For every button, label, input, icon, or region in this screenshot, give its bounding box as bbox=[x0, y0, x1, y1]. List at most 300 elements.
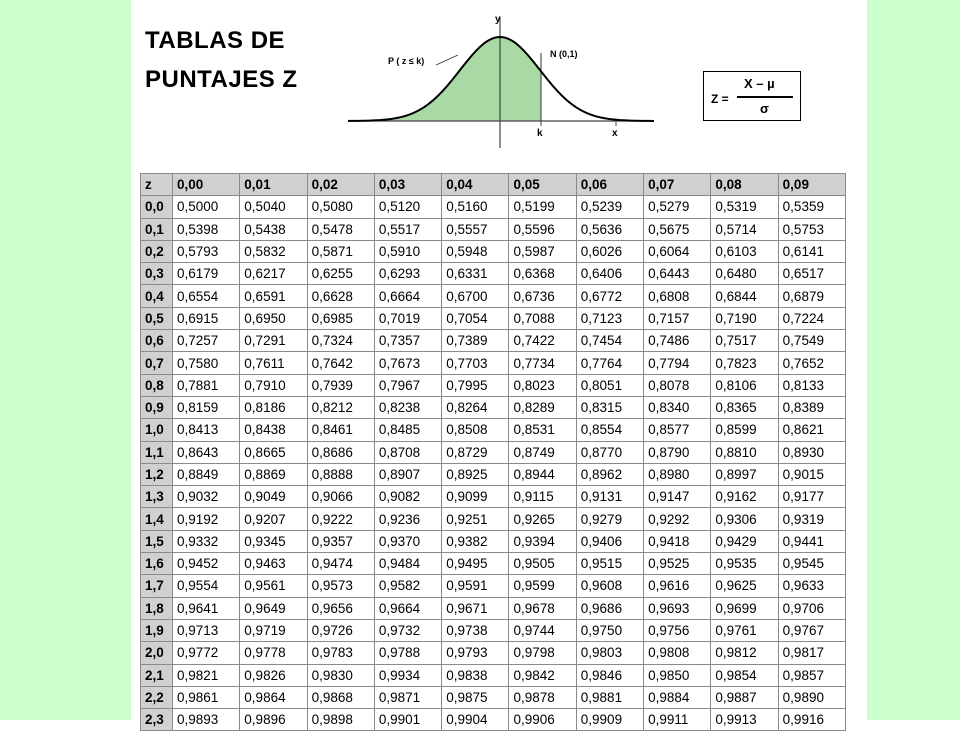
table-cell: 0,9767 bbox=[778, 619, 845, 641]
table-cell: 0,9649 bbox=[240, 597, 307, 619]
table-cell: 0,7881 bbox=[173, 374, 240, 396]
table-cell: 0,8078 bbox=[644, 374, 711, 396]
table-cell: 0,6443 bbox=[644, 263, 711, 285]
formula-numerator: X – µ bbox=[744, 76, 775, 91]
z-table-container bbox=[140, 173, 846, 731]
table-cell: 0,9850 bbox=[644, 664, 711, 686]
table-cell: 0,8212 bbox=[307, 396, 374, 418]
table-cell: 0,6293 bbox=[374, 263, 441, 285]
table-cell: 0,5832 bbox=[240, 240, 307, 262]
table-cell: 0,6217 bbox=[240, 263, 307, 285]
row-z-value: 1,4 bbox=[141, 508, 173, 530]
table-header-row bbox=[141, 174, 846, 196]
table-cell: 0,9854 bbox=[711, 664, 778, 686]
table-cell: 0,8023 bbox=[509, 374, 576, 396]
table-cell: 0,9744 bbox=[509, 619, 576, 641]
formula-lhs: Z = bbox=[711, 92, 729, 106]
table-cell: 0,9582 bbox=[374, 575, 441, 597]
table-cell: 0,9693 bbox=[644, 597, 711, 619]
table-cell: 0,5239 bbox=[576, 196, 643, 218]
table-cell: 0,7995 bbox=[442, 374, 509, 396]
table-cell: 0,9429 bbox=[711, 530, 778, 552]
table-cell: 0,7673 bbox=[374, 352, 441, 374]
prob-pointer bbox=[436, 55, 458, 65]
table-row bbox=[141, 530, 846, 552]
table-cell: 0,9671 bbox=[442, 597, 509, 619]
table-cell: 0,9798 bbox=[509, 642, 576, 664]
table-cell: 0,9370 bbox=[374, 530, 441, 552]
table-cell: 0,7054 bbox=[442, 307, 509, 329]
table-cell: 0,9131 bbox=[576, 486, 643, 508]
row-z-value: 0,4 bbox=[141, 285, 173, 307]
table-cell: 0,8106 bbox=[711, 374, 778, 396]
table-cell: 0,9319 bbox=[778, 508, 845, 530]
table-cell: 0,6736 bbox=[509, 285, 576, 307]
table-cell: 0,8749 bbox=[509, 441, 576, 463]
distribution-label: N (0,1) bbox=[550, 49, 578, 59]
right-side-panel bbox=[867, 0, 960, 720]
table-cell: 0,9545 bbox=[778, 553, 845, 575]
table-cell: 0,9875 bbox=[442, 686, 509, 708]
table-cell: 0,8315 bbox=[576, 396, 643, 418]
table-cell: 0,7967 bbox=[374, 374, 441, 396]
fraction-bar bbox=[737, 96, 793, 98]
table-cell: 0,8508 bbox=[442, 419, 509, 441]
table-cell: 0,7224 bbox=[778, 307, 845, 329]
table-cell: 0,9783 bbox=[307, 642, 374, 664]
table-cell: 0,9896 bbox=[240, 709, 307, 731]
table-cell: 0,8577 bbox=[644, 419, 711, 441]
table-cell: 0,9306 bbox=[711, 508, 778, 530]
table-row bbox=[141, 575, 846, 597]
table-cell: 0,9525 bbox=[644, 553, 711, 575]
table-cell: 0,9678 bbox=[509, 597, 576, 619]
table-cell: 0,9838 bbox=[442, 664, 509, 686]
header-col-9: 0,08 bbox=[711, 174, 778, 196]
table-cell: 0,7734 bbox=[509, 352, 576, 374]
table-cell: 0,9474 bbox=[307, 553, 374, 575]
table-row bbox=[141, 419, 846, 441]
table-cell: 0,5948 bbox=[442, 240, 509, 262]
table-cell: 0,5398 bbox=[173, 218, 240, 240]
row-z-value: 0,3 bbox=[141, 263, 173, 285]
table-cell: 0,8389 bbox=[778, 396, 845, 418]
table-row bbox=[141, 553, 846, 575]
table-cell: 0,9192 bbox=[173, 508, 240, 530]
row-z-value: 0,9 bbox=[141, 396, 173, 418]
table-cell: 0,9812 bbox=[711, 642, 778, 664]
table-cell: 0,5319 bbox=[711, 196, 778, 218]
table-cell: 0,9750 bbox=[576, 619, 643, 641]
table-cell: 0,9147 bbox=[644, 486, 711, 508]
table-cell: 0,8365 bbox=[711, 396, 778, 418]
table-row bbox=[141, 396, 846, 418]
header-col-5: 0,04 bbox=[442, 174, 509, 196]
table-cell: 0,7454 bbox=[576, 330, 643, 352]
table-cell: 0,6103 bbox=[711, 240, 778, 262]
table-cell: 0,9082 bbox=[374, 486, 441, 508]
header-col-1: 0,00 bbox=[173, 174, 240, 196]
table-cell: 0,5080 bbox=[307, 196, 374, 218]
table-cell: 0,9177 bbox=[778, 486, 845, 508]
table-cell: 0,8643 bbox=[173, 441, 240, 463]
shaded-probability-area bbox=[348, 37, 541, 121]
row-z-value: 1,7 bbox=[141, 575, 173, 597]
table-cell: 0,6141 bbox=[778, 240, 845, 262]
table-cell: 0,9756 bbox=[644, 619, 711, 641]
table-cell: 0,9484 bbox=[374, 553, 441, 575]
table-cell: 0,5714 bbox=[711, 218, 778, 240]
table-cell: 0,9345 bbox=[240, 530, 307, 552]
row-z-value: 2,3 bbox=[141, 709, 173, 731]
table-cell: 0,6591 bbox=[240, 285, 307, 307]
header-col-8: 0,07 bbox=[644, 174, 711, 196]
table-cell: 0,9909 bbox=[576, 709, 643, 731]
table-cell: 0,9788 bbox=[374, 642, 441, 664]
header-col-10: 0,09 bbox=[778, 174, 845, 196]
table-cell: 0,8869 bbox=[240, 463, 307, 485]
row-z-value: 0,6 bbox=[141, 330, 173, 352]
table-cell: 0,9463 bbox=[240, 553, 307, 575]
table-cell: 0,6179 bbox=[173, 263, 240, 285]
table-row bbox=[141, 619, 846, 641]
table-row bbox=[141, 307, 846, 329]
table-cell: 0,9452 bbox=[173, 553, 240, 575]
table-cell: 0,9265 bbox=[509, 508, 576, 530]
table-cell: 0,9251 bbox=[442, 508, 509, 530]
table-row bbox=[141, 196, 846, 218]
table-cell: 0,9664 bbox=[374, 597, 441, 619]
table-cell: 0,9881 bbox=[576, 686, 643, 708]
table-cell: 0,8340 bbox=[644, 396, 711, 418]
left-side-panel bbox=[0, 0, 131, 720]
table-cell: 0,9808 bbox=[644, 642, 711, 664]
table-cell: 0,9898 bbox=[307, 709, 374, 731]
table-cell: 0,9625 bbox=[711, 575, 778, 597]
table-cell: 0,8930 bbox=[778, 441, 845, 463]
table-cell: 0,9719 bbox=[240, 619, 307, 641]
table-cell: 0,9641 bbox=[173, 597, 240, 619]
table-cell: 0,9505 bbox=[509, 553, 576, 575]
table-cell: 0,5557 bbox=[442, 218, 509, 240]
title-line-1: TABLAS DE bbox=[145, 27, 286, 54]
table-cell: 0,8729 bbox=[442, 441, 509, 463]
table-cell: 0,8554 bbox=[576, 419, 643, 441]
table-cell: 0,7291 bbox=[240, 330, 307, 352]
table-cell: 0,6368 bbox=[509, 263, 576, 285]
table-cell: 0,9878 bbox=[509, 686, 576, 708]
table-cell: 0,9015 bbox=[778, 463, 845, 485]
table-cell: 0,9803 bbox=[576, 642, 643, 664]
table-cell: 0,7324 bbox=[307, 330, 374, 352]
table-cell: 0,9861 bbox=[173, 686, 240, 708]
table-cell: 0,5478 bbox=[307, 218, 374, 240]
table-cell: 0,7190 bbox=[711, 307, 778, 329]
table-cell: 0,9115 bbox=[509, 486, 576, 508]
y-axis-label: y bbox=[495, 14, 501, 25]
table-cell: 0,7422 bbox=[509, 330, 576, 352]
title-line-2: PUNTAJES Z bbox=[145, 66, 298, 93]
row-z-value: 1,2 bbox=[141, 463, 173, 485]
table-cell: 0,7764 bbox=[576, 352, 643, 374]
table-row bbox=[141, 597, 846, 619]
row-z-value: 0,8 bbox=[141, 374, 173, 396]
table-cell: 0,7642 bbox=[307, 352, 374, 374]
table-cell: 0,6950 bbox=[240, 307, 307, 329]
table-cell: 0,8849 bbox=[173, 463, 240, 485]
table-cell: 0,6808 bbox=[644, 285, 711, 307]
table-cell: 0,7652 bbox=[778, 352, 845, 374]
table-cell: 0,9357 bbox=[307, 530, 374, 552]
table-cell: 0,9887 bbox=[711, 686, 778, 708]
table-cell: 0,8051 bbox=[576, 374, 643, 396]
table-cell: 0,9441 bbox=[778, 530, 845, 552]
table-cell: 0,9032 bbox=[173, 486, 240, 508]
table-cell: 0,9821 bbox=[173, 664, 240, 686]
table-cell: 0,8264 bbox=[442, 396, 509, 418]
table-cell: 0,6255 bbox=[307, 263, 374, 285]
table-cell: 0,9656 bbox=[307, 597, 374, 619]
table-cell: 0,6331 bbox=[442, 263, 509, 285]
table-cell: 0,8944 bbox=[509, 463, 576, 485]
header-col-6: 0,05 bbox=[509, 174, 576, 196]
header-col-7: 0,06 bbox=[576, 174, 643, 196]
probability-label: P ( z ≤ k) bbox=[388, 56, 425, 66]
table-cell: 0,7123 bbox=[576, 307, 643, 329]
table-cell: 0,7794 bbox=[644, 352, 711, 374]
table-row bbox=[141, 441, 846, 463]
table-cell: 0,9738 bbox=[442, 619, 509, 641]
table-row bbox=[141, 263, 846, 285]
header-col-4: 0,03 bbox=[374, 174, 441, 196]
table-cell: 0,9279 bbox=[576, 508, 643, 530]
table-row bbox=[141, 508, 846, 530]
table-row bbox=[141, 218, 846, 240]
table-cell: 0,9817 bbox=[778, 642, 845, 664]
table-cell: 0,8907 bbox=[374, 463, 441, 485]
table-cell: 0,9686 bbox=[576, 597, 643, 619]
table-cell: 0,8621 bbox=[778, 419, 845, 441]
table-cell: 0,8962 bbox=[576, 463, 643, 485]
table-cell: 0,9884 bbox=[644, 686, 711, 708]
table-cell: 0,7549 bbox=[778, 330, 845, 352]
table-cell: 0,6064 bbox=[644, 240, 711, 262]
table-cell: 0,8238 bbox=[374, 396, 441, 418]
table-row bbox=[141, 664, 846, 686]
row-z-value: 1,5 bbox=[141, 530, 173, 552]
table-cell: 0,9904 bbox=[442, 709, 509, 731]
table-cell: 0,8438 bbox=[240, 419, 307, 441]
table-cell: 0,9842 bbox=[509, 664, 576, 686]
table-cell: 0,5675 bbox=[644, 218, 711, 240]
table-cell: 0,9236 bbox=[374, 508, 441, 530]
table-cell: 0,9772 bbox=[173, 642, 240, 664]
table-row bbox=[141, 486, 846, 508]
row-z-value: 0,5 bbox=[141, 307, 173, 329]
table-cell: 0,7157 bbox=[644, 307, 711, 329]
table-row bbox=[141, 352, 846, 374]
header-col-2: 0,01 bbox=[240, 174, 307, 196]
table-cell: 0,9049 bbox=[240, 486, 307, 508]
table-cell: 0,6985 bbox=[307, 307, 374, 329]
row-z-value: 1,8 bbox=[141, 597, 173, 619]
table-cell: 0,7357 bbox=[374, 330, 441, 352]
table-cell: 0,7823 bbox=[711, 352, 778, 374]
table-cell: 0,8133 bbox=[778, 374, 845, 396]
z-score-table bbox=[140, 173, 846, 731]
table-cell: 0,8413 bbox=[173, 419, 240, 441]
table-cell: 0,9726 bbox=[307, 619, 374, 641]
table-cell: 0,9868 bbox=[307, 686, 374, 708]
table-cell: 0,6772 bbox=[576, 285, 643, 307]
table-cell: 0,7486 bbox=[644, 330, 711, 352]
table-cell: 0,7257 bbox=[173, 330, 240, 352]
table-cell: 0,6700 bbox=[442, 285, 509, 307]
table-cell: 0,9573 bbox=[307, 575, 374, 597]
table-cell: 0,9591 bbox=[442, 575, 509, 597]
table-cell: 0,9535 bbox=[711, 553, 778, 575]
table-cell: 0,9394 bbox=[509, 530, 576, 552]
table-cell: 0,8810 bbox=[711, 441, 778, 463]
table-cell: 0,8997 bbox=[711, 463, 778, 485]
table-cell: 0,6879 bbox=[778, 285, 845, 307]
table-cell: 0,8599 bbox=[711, 419, 778, 441]
table-cell: 0,9901 bbox=[374, 709, 441, 731]
row-z-value: 1,0 bbox=[141, 419, 173, 441]
table-cell: 0,7939 bbox=[307, 374, 374, 396]
table-cell: 0,8708 bbox=[374, 441, 441, 463]
table-cell: 0,9554 bbox=[173, 575, 240, 597]
table-cell: 0,5438 bbox=[240, 218, 307, 240]
table-cell: 0,5517 bbox=[374, 218, 441, 240]
table-cell: 0,9495 bbox=[442, 553, 509, 575]
table-cell: 0,5279 bbox=[644, 196, 711, 218]
table-cell: 0,9890 bbox=[778, 686, 845, 708]
table-cell: 0,8888 bbox=[307, 463, 374, 485]
table-cell: 0,9382 bbox=[442, 530, 509, 552]
table-cell: 0,9846 bbox=[576, 664, 643, 686]
table-cell: 0,8289 bbox=[509, 396, 576, 418]
table-cell: 0,9699 bbox=[711, 597, 778, 619]
table-cell: 0,7611 bbox=[240, 352, 307, 374]
table-cell: 0,9732 bbox=[374, 619, 441, 641]
table-row bbox=[141, 330, 846, 352]
table-cell: 0,9332 bbox=[173, 530, 240, 552]
table-cell: 0,6664 bbox=[374, 285, 441, 307]
table-cell: 0,9906 bbox=[509, 709, 576, 731]
table-cell: 0,5793 bbox=[173, 240, 240, 262]
table-cell: 0,9222 bbox=[307, 508, 374, 530]
table-cell: 0,8686 bbox=[307, 441, 374, 463]
table-cell: 0,9864 bbox=[240, 686, 307, 708]
table-cell: 0,5040 bbox=[240, 196, 307, 218]
header-col-3: 0,02 bbox=[307, 174, 374, 196]
row-z-value: 0,1 bbox=[141, 218, 173, 240]
table-row bbox=[141, 285, 846, 307]
table-cell: 0,6915 bbox=[173, 307, 240, 329]
table-row bbox=[141, 463, 846, 485]
table-cell: 0,5359 bbox=[778, 196, 845, 218]
table-cell: 0,9608 bbox=[576, 575, 643, 597]
table-cell: 0,5636 bbox=[576, 218, 643, 240]
table-cell: 0,8665 bbox=[240, 441, 307, 463]
table-cell: 0,7703 bbox=[442, 352, 509, 374]
table-cell: 0,7910 bbox=[240, 374, 307, 396]
table-cell: 0,5596 bbox=[509, 218, 576, 240]
table-cell: 0,6844 bbox=[711, 285, 778, 307]
table-cell: 0,8980 bbox=[644, 463, 711, 485]
table-cell: 0,8186 bbox=[240, 396, 307, 418]
table-body bbox=[141, 196, 846, 731]
table-cell: 0,6517 bbox=[778, 263, 845, 285]
table-cell: 0,9406 bbox=[576, 530, 643, 552]
row-z-value: 1,1 bbox=[141, 441, 173, 463]
z-formula-box bbox=[703, 71, 801, 121]
table-cell: 0,9616 bbox=[644, 575, 711, 597]
table-cell: 0,9418 bbox=[644, 530, 711, 552]
row-z-value: 1,9 bbox=[141, 619, 173, 641]
row-z-value: 1,3 bbox=[141, 486, 173, 508]
table-cell: 0,9916 bbox=[778, 709, 845, 731]
table-row bbox=[141, 240, 846, 262]
table-cell: 0,8790 bbox=[644, 441, 711, 463]
table-cell: 0,8485 bbox=[374, 419, 441, 441]
table-cell: 0,5120 bbox=[374, 196, 441, 218]
table-cell: 0,9599 bbox=[509, 575, 576, 597]
table-cell: 0,8925 bbox=[442, 463, 509, 485]
table-cell: 0,5000 bbox=[173, 196, 240, 218]
table-cell: 0,5160 bbox=[442, 196, 509, 218]
table-row bbox=[141, 686, 846, 708]
table-cell: 0,7389 bbox=[442, 330, 509, 352]
row-z-value: 0,7 bbox=[141, 352, 173, 374]
table-cell: 0,9066 bbox=[307, 486, 374, 508]
table-row bbox=[141, 374, 846, 396]
row-z-value: 1,6 bbox=[141, 553, 173, 575]
table-cell: 0,8770 bbox=[576, 441, 643, 463]
table-cell: 0,8531 bbox=[509, 419, 576, 441]
table-cell: 0,9633 bbox=[778, 575, 845, 597]
table-cell: 0,5910 bbox=[374, 240, 441, 262]
table-cell: 0,5199 bbox=[509, 196, 576, 218]
table-cell: 0,7517 bbox=[711, 330, 778, 352]
table-row bbox=[141, 642, 846, 664]
table-cell: 0,9830 bbox=[307, 664, 374, 686]
table-cell: 0,9857 bbox=[778, 664, 845, 686]
row-z-value: 0,2 bbox=[141, 240, 173, 262]
table-cell: 0,9162 bbox=[711, 486, 778, 508]
table-cell: 0,9893 bbox=[173, 709, 240, 731]
table-cell: 0,9934 bbox=[374, 664, 441, 686]
x-axis-label: x bbox=[612, 128, 618, 139]
table-cell: 0,8461 bbox=[307, 419, 374, 441]
table-cell: 0,9778 bbox=[240, 642, 307, 664]
table-cell: 0,9292 bbox=[644, 508, 711, 530]
table-cell: 0,5753 bbox=[778, 218, 845, 240]
formula-denominator: σ bbox=[760, 101, 769, 116]
header-z: z bbox=[141, 174, 173, 196]
row-z-value: 0,0 bbox=[141, 196, 173, 218]
table-cell: 0,9793 bbox=[442, 642, 509, 664]
table-cell: 0,5871 bbox=[307, 240, 374, 262]
table-cell: 0,9713 bbox=[173, 619, 240, 641]
table-cell: 0,9706 bbox=[778, 597, 845, 619]
table-cell: 0,9515 bbox=[576, 553, 643, 575]
table-cell: 0,6554 bbox=[173, 285, 240, 307]
table-cell: 0,6480 bbox=[711, 263, 778, 285]
table-cell: 0,9761 bbox=[711, 619, 778, 641]
table-cell: 0,7580 bbox=[173, 352, 240, 374]
